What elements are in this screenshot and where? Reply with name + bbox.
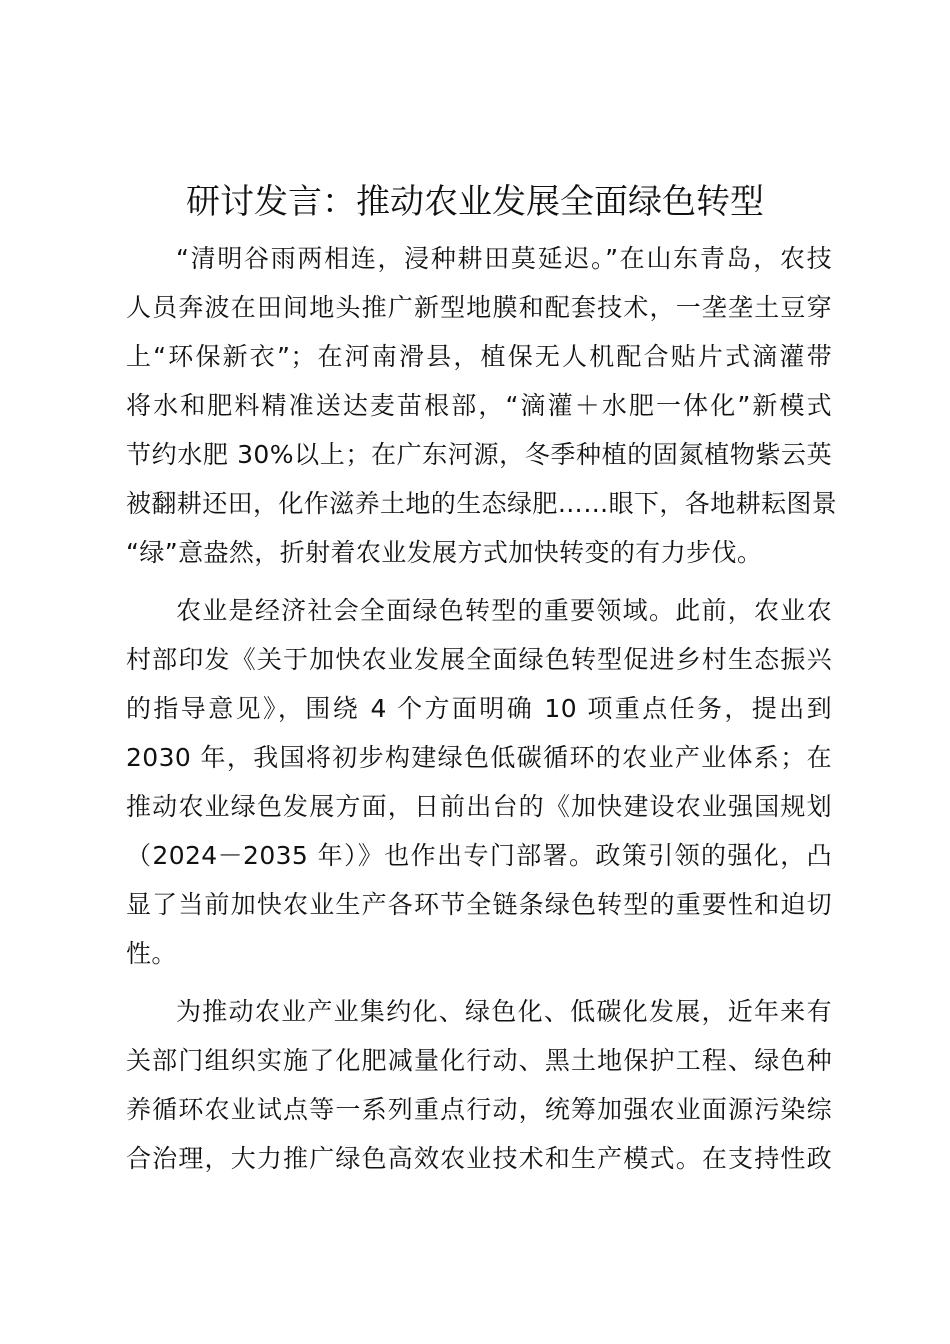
- paragraph-line: “清明谷雨两相连，浸种耕田莫延迟。”在山东青岛，农技: [176, 244, 832, 273]
- paragraph-line: 上“环保新衣”；在河南滑县，植保无人机配合贴片式滴灌带: [126, 342, 832, 371]
- paragraph-line: 关部门组织实施了化肥减量化行动、黑土地保护工程、绿色种: [126, 1046, 832, 1075]
- paragraph-line: 为推动农业产业集约化、绿色化、低碳化发展，近年来有: [176, 997, 832, 1026]
- paragraph-line: 村部印发《关于加快农业发展全面绿色转型促进乡村生态振兴: [126, 645, 832, 674]
- paragraph-3: [126, 987, 832, 1183]
- paragraph-line: 农业是经济社会全面绿色转型的重要领域。此前，农业农: [176, 596, 832, 625]
- paragraph-line: “绿”意盎然，折射着农业发展方式加快转变的有力步伐。: [126, 538, 763, 567]
- paragraph-line: 的指导意见》，围绕 4 个方面明确 10 项重点任务，提出到: [126, 694, 832, 723]
- paragraph-line: 推动农业绿色发展方面，日前出台的《加快建设农业强国规划: [126, 792, 832, 821]
- document-body: [126, 234, 838, 1183]
- paragraph-line: 节约水肥 30%以上；在广东河源，冬季种植的固氮植物紫云英: [126, 440, 832, 469]
- paragraph-line: （2024－2035 年）》也作出专门部署。政策引领的强化，凸: [126, 841, 832, 870]
- paragraph-line: 显了当前加快农业生产各环节全链条绿色转型的重要性和迫切: [126, 890, 832, 919]
- document-title: 研讨发言：推动农业发展全面绿色转型: [186, 182, 764, 222]
- paragraph-1: [126, 234, 838, 577]
- paragraph-line: 2030 年，我国将初步构建绿色低碳循环的农业产业体系；在: [126, 743, 832, 772]
- paragraph-line: 被翻耕还田，化作滋养土地的生态绿肥……眼下，各地耕耘图景: [126, 489, 838, 518]
- paragraph-2: [126, 586, 832, 978]
- paragraph-line: 性。: [126, 939, 177, 968]
- paragraph-line: 合治理，大力推广绿色高效农业技术和生产模式。在支持性政: [126, 1144, 832, 1173]
- paragraph-line: 养循环农业试点等一系列重点行动，统筹加强农业面源污染综: [126, 1095, 832, 1124]
- paragraph-line: 人员奔波在田间地头推广新型地膜和配套技术，一垄垄土豆穿: [126, 293, 832, 322]
- paragraph-line: 将水和肥料精准送达麦苗根部，“滴灌＋水肥一体化”新模式: [126, 391, 832, 420]
